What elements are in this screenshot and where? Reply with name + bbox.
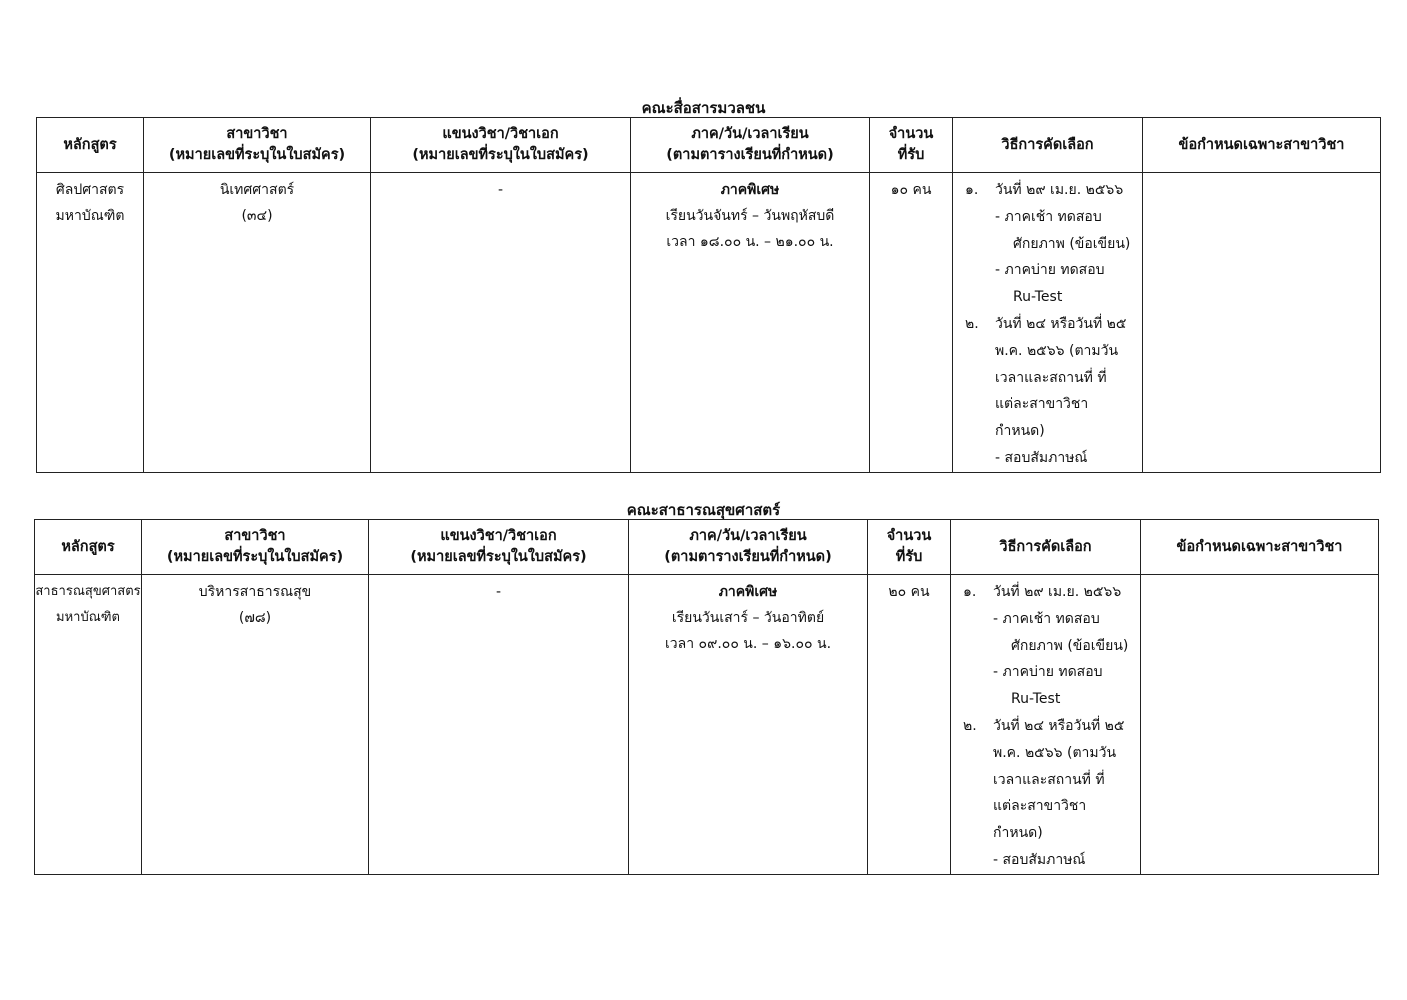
header-schedule: ภาค/วัน/เวลาเรียน (ตามตารางเรียนที่กำหนด) [631,118,870,173]
table-row [37,173,1381,473]
cell-major: บริหารสาธารณสุข (๗๘) [142,575,369,875]
header-schedule: ภาค/วัน/เวลาเรียน (ตามตารางเรียนที่กำหนด) [629,520,868,575]
cell-minor: - [371,173,631,473]
table-header-row [37,118,1381,173]
cell-requirements [1143,173,1381,473]
header-minor: แขนงวิชา/วิชาเอก (หมายเลขที่ระบุในใบสมัคร) [371,118,631,173]
cell-quota: ๑๐ คน [870,173,953,473]
header-program: หลักสูตร [37,118,144,173]
header-requirements: ข้อกำหนดเฉพาะสาขาวิชา [1143,118,1381,173]
header-major: สาขาวิชา (หมายเลขที่ระบุในใบสมัคร) [142,520,369,575]
cell-quota: ๒๐ คน [868,575,951,875]
header-minor: แขนงวิชา/วิชาเอก (หมายเลขที่ระบุในใบสมัคร) [369,520,629,575]
cell-method: ๑. วันที่ ๒๙ เม.ย. ๒๕๖๖ - ภาคเช้า ทดสอบ ศักยภาพ (ข้อเขียน) - ภาคบ่าย ทดสอบ Ru-Test ๒. วันที่ ๒๔ หรือวันที่ ๒๕ พ.ค. ๒๕๖๖ (ตามวัน เวลาและสถานที่ ที่ แต่ละสาขาวิชา กำหนด) - สอบสัมภาษณ์ [951,575,1141,875]
header-quota: จำนวน ที่รับ [870,118,953,173]
header-method: วิธีการคัดเลือก [951,520,1141,575]
header-requirements: ข้อกำหนดเฉพาะสาขาวิชา [1141,520,1379,575]
table-row [35,575,1379,875]
program-table [34,519,1379,875]
program-table [36,117,1381,473]
cell-minor: - [369,575,629,875]
header-method: วิธีการคัดเลือก [953,118,1143,173]
cell-program: สาธารณสุขศาสตร มหาบัณฑิต [35,575,142,875]
table-header-row [35,520,1379,575]
cell-method: ๑. วันที่ ๒๙ เม.ย. ๒๕๖๖ - ภาคเช้า ทดสอบ ศักยภาพ (ข้อเขียน) - ภาคบ่าย ทดสอบ Ru-Test ๒. วันที่ ๒๔ หรือวันที่ ๒๕ พ.ค. ๒๕๖๖ (ตามวัน เวลาและสถานที่ ที่ แต่ละสาขาวิชา กำหนด) - สอบสัมภาษณ์ [953,173,1143,473]
header-quota: จำนวน ที่รับ [868,520,951,575]
cell-schedule: ภาคพิเศษ เรียนวันจันทร์ – วันพฤหัสบดี เวลา ๑๘.๐๐ น. – ๒๑.๐๐ น. [631,173,870,473]
cell-program: ศิลปศาสตร มหาบัณฑิต [37,173,144,473]
cell-requirements [1141,575,1379,875]
header-major: สาขาวิชา (หมายเลขที่ระบุในใบสมัคร) [144,118,371,173]
faculty-title: คณะสาธารณสุขศาสตร์ [626,501,781,519]
cell-major: นิเทศศาสตร์ (๓๔) [144,173,371,473]
header-program: หลักสูตร [35,520,142,575]
cell-schedule: ภาคพิเศษ เรียนวันเสาร์ – วันอาทิตย์ เวลา ๐๙.๐๐ น. – ๑๖.๐๐ น. [629,575,868,875]
faculty-title: คณะสื่อสารมวลชน [641,99,766,117]
